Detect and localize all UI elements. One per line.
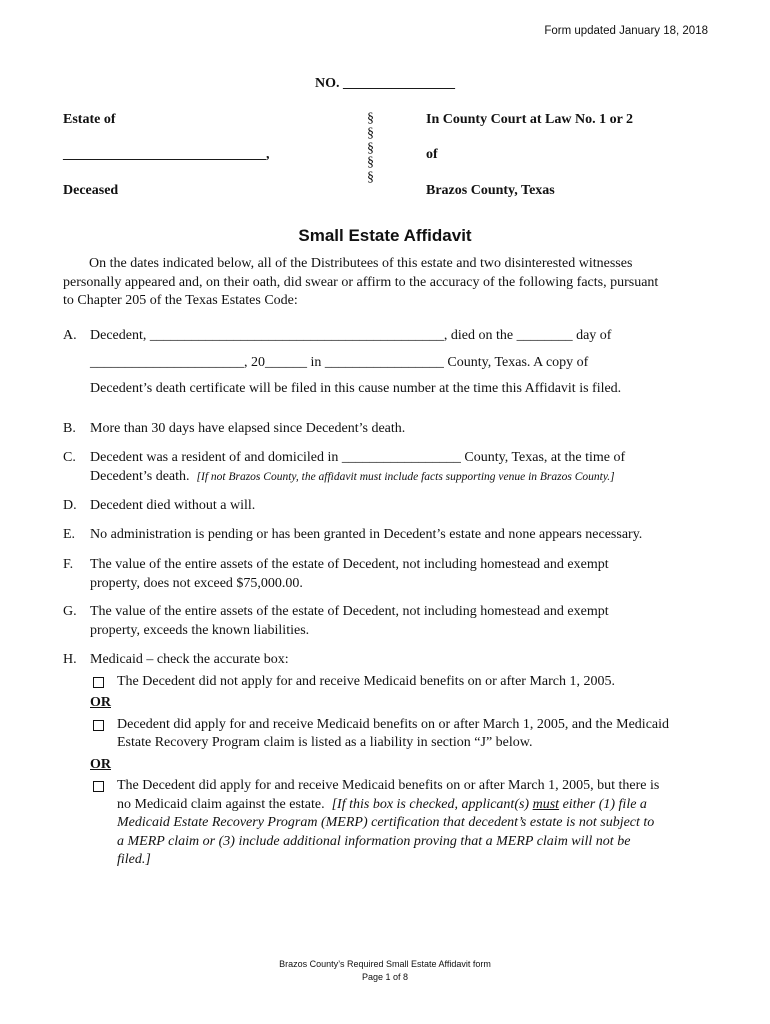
footer-page-number: Page 1 of 8 xyxy=(361,972,409,982)
venue-note: [If not Brazos County, the affidavit must include facts supporting venue in Brazos County.] xyxy=(196,470,615,483)
caption-decedent-name-blank: _____________________________, xyxy=(63,147,270,162)
footer-form-name: Brazos County’s Required Small Estate Affidavit form xyxy=(279,959,491,969)
checkbox-option-2[interactable] xyxy=(93,720,104,731)
must-emphasis: must xyxy=(532,796,560,812)
item-f: F. The value of the entire assets of the estate of Decedent, not including homestead and exempt property, does not exceed $75,000.00. xyxy=(63,557,609,591)
item-e: E. No administration is pending or has been granted in Decedent’s estate and none appears necessary. xyxy=(63,527,643,542)
page-title: Small Estate Affidavit xyxy=(298,226,472,245)
checkbox-option-1[interactable] xyxy=(93,677,104,688)
or-separator-2: OR xyxy=(90,756,111,772)
caption-county: Brazos County, Texas xyxy=(426,183,555,198)
case-number: NO. ________________ xyxy=(315,76,455,91)
or-separator-1: OR xyxy=(90,695,111,710)
medicaid-option-3: The Decedent did apply for and receive Medicaid benefits on or after March 1, 2005, but there is no Medicaid claim against the estate. [If this box is checked, applicant(s) must either (1) file a Medicaid Estate Recovery Program (MERP) certification that decedent’s estate is not subject to a MERP claim or (3) include additional information proving that a MERP claim will not be filed.] xyxy=(63,777,723,870)
medicaid-option-1: The Decedent did not apply for and receive Medicaid benefits on or after March 1, 2005. xyxy=(63,673,723,692)
item-g: G. The value of the entire assets of the estate of Decedent, not including homestead and exempt property, exceeds the known liabilities. xyxy=(63,604,609,638)
caption-of: of xyxy=(426,147,438,162)
item-h: H. Medicaid – check the accurate box: The Decedent did not apply for and receive Medicaid benefits on or after March 1, 2005. OR Decedent did apply for and receive Medicaid benefits on or after March 1, 2005, and the Medicaid Estate Recovery Program claim is listed as a liability in section “J” below. OR The Decedent did apply for and receive Medicaid benefits on or after March 1, 2005, but there is no Medicaid claim against the estate. [If this box is checked, applicant(s) must either (1) file a Medicaid Estate Recovery Program (MERP) certification that decedent’s estate is not subject to a MERP claim or (3) include additional information proving that a MERP claim will not be filed.] xyxy=(63,651,723,870)
checkbox-option-3[interactable] xyxy=(93,781,104,792)
caption-court: In County Court at Law No. 1 or 2 xyxy=(426,112,634,127)
section-symbols: § § § § § xyxy=(367,111,374,186)
intro-paragraph: On the dates indicated below, all of the Distributees of this estate and two disinterested witnesses personally appeared and, on their oath, did swear or affirm to the accuracy of the following facts, pursuant to Chapter 205 of the Texas Estates Code: xyxy=(63,256,659,308)
item-c: C. Decedent was a resident of and domiciled in _________________ County, Texas, at the time of Decedent’s death. [If not Brazos County, the affidavit must include facts supporting venue in Brazos County.] xyxy=(63,450,626,484)
caption-estate-of: Estate of xyxy=(63,112,116,127)
form-updated-date: Form updated January 18, 2018 xyxy=(544,25,708,37)
caption-deceased: Deceased xyxy=(63,183,119,198)
item-a: A. Decedent, __________________________________________, died on the ________ day of ______________________, 20______ in _________________ County, Texas. A copy of Decedent’s death certificate will be filed in this cause number at the time this Affidavit is filed. xyxy=(63,328,622,396)
medicaid-option-2: Decedent did apply for and receive Medicaid benefits on or after March 1, 2005, and the Medicaid Estate Recovery Program claim is listed as a liability in section “J” below. xyxy=(63,716,723,753)
item-b: B. More than 30 days have elapsed since Decedent’s death. xyxy=(63,421,406,436)
item-d: D. Decedent died without a will. xyxy=(63,498,256,513)
page-footer xyxy=(0,958,770,984)
